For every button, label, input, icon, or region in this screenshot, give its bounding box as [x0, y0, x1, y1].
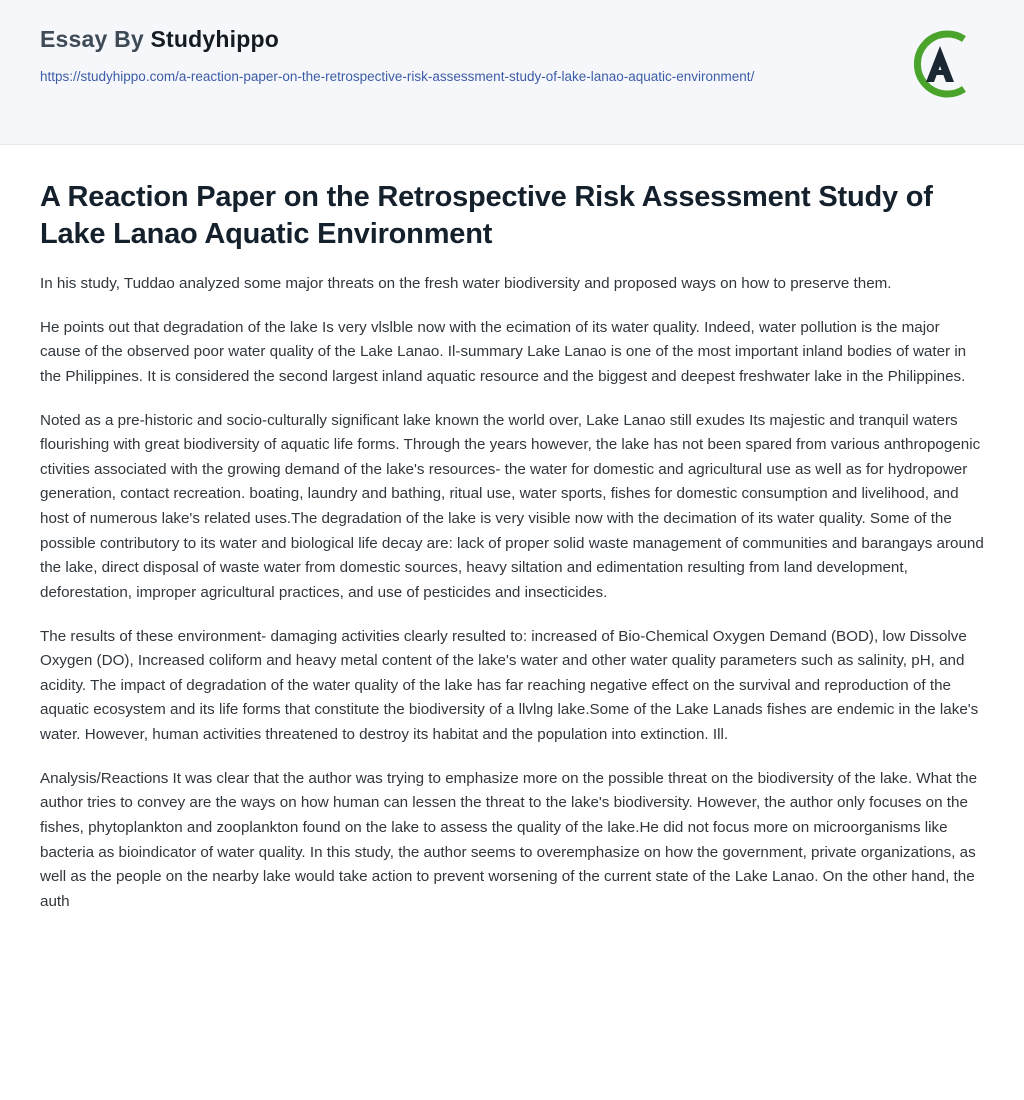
brand-prefix: Essay By [40, 26, 151, 52]
site-brand [40, 26, 984, 52]
page-title: A Reaction Paper on the Retrospective Risk Assessment Study of Lake Lanao Aquatic Environment [40, 181, 933, 250]
source-url-link[interactable]: https://studyhippo.com/a-reaction-paper-on-the-retrospective-risk-assessment-study-of-lake-lanao-aquatic-environment/ [40, 69, 755, 85]
article-body [0, 145, 1024, 954]
article-paragraph: Analysis/Reactions It was clear that the author was trying to emphasize more on the possible threat on the biodiversity of the lake. What the author tries to convey are the ways on how human can lessen the threat to the lake's biodiversity. However, the author only focuses on the fishes, phytoplankton and zooplankton found on the lake to assess the quality of the lake.He did not focus more on microorganisms like bacteria as bioindicator of water quality. In this study, the author seems to overemphasize on how the government, private organizations, as well as the people on the nearby lake would take action to prevent worsening of the current state of the Lake Lanao. On the other hand, the auth [40, 769, 978, 910]
article-paragraph: The results of these environment- damaging activities clearly resulted to: increased of Bio-Chemical Oxygen Demand (BOD), low Dissolve Oxygen (DO), Increased coliform and heavy metal content of the lake's water and other water quality parameters such as salinity, pH, and acidity. The impact of degradation of the water quality of the lake has far reaching negative effect on the survival and reproduction of the aquatic ecosystem and its life forms that constitute the biodiversity of a llvlng lake.Some of the Lake Lanads fishes are endemic in the lake's water. However, human activities threatened to destroy its habitat and the population into extinction. Ill. [40, 627, 979, 744]
brand-name: Studyhippo [150, 26, 279, 52]
studyhippo-logo-icon [898, 22, 982, 106]
article-paragraph: In his study, Tuddao analyzed some major threats on the fresh water biodiversity and proposed ways on how to preserve them. [40, 275, 892, 293]
page-header [0, 0, 1024, 145]
article-paragraph: Noted as a pre-historic and socio-culturally significant lake known the world over, Lake Lanao still exudes Its majestic and tranquil waters flourishing with great biodiversity of aquatic life forms. Through the years however, the lake has not been spared from various anthropogenic ctivities associated with the growing demand of the lake's resources- the water for domestic and agricultural use as well as for hydropower generation, contact recreation. boating, laundry and bathing, ritual use, water sports, fishes for domestic consumption and livelihood, and host of numerous lake's related uses.The degradation of the lake is very visible now with the decimation of its water quality. Some of the possible contributory to its water and biological life decay are: lack of proper solid waste management of communities and barangays around the lake, direct disposal of waste water from domestic sources, heavy siltation and edimentation resulting from land development, deforestation, improper agricultural practices, and use of pesticides and insecticides. [40, 411, 984, 601]
article-paragraph: He points out that degradation of the lake Is very vlslble now with the ecimation of its water quality. Indeed, water pollution is the major cause of the observed poor water quality of the Lake Lanao. Il-summary Lake Lanao is one of the most important inland bodies of water in the Philippines. It is considered the second largest inland aquatic resource and the biggest and deepest freshwater lake in the Philippines. [40, 318, 967, 385]
